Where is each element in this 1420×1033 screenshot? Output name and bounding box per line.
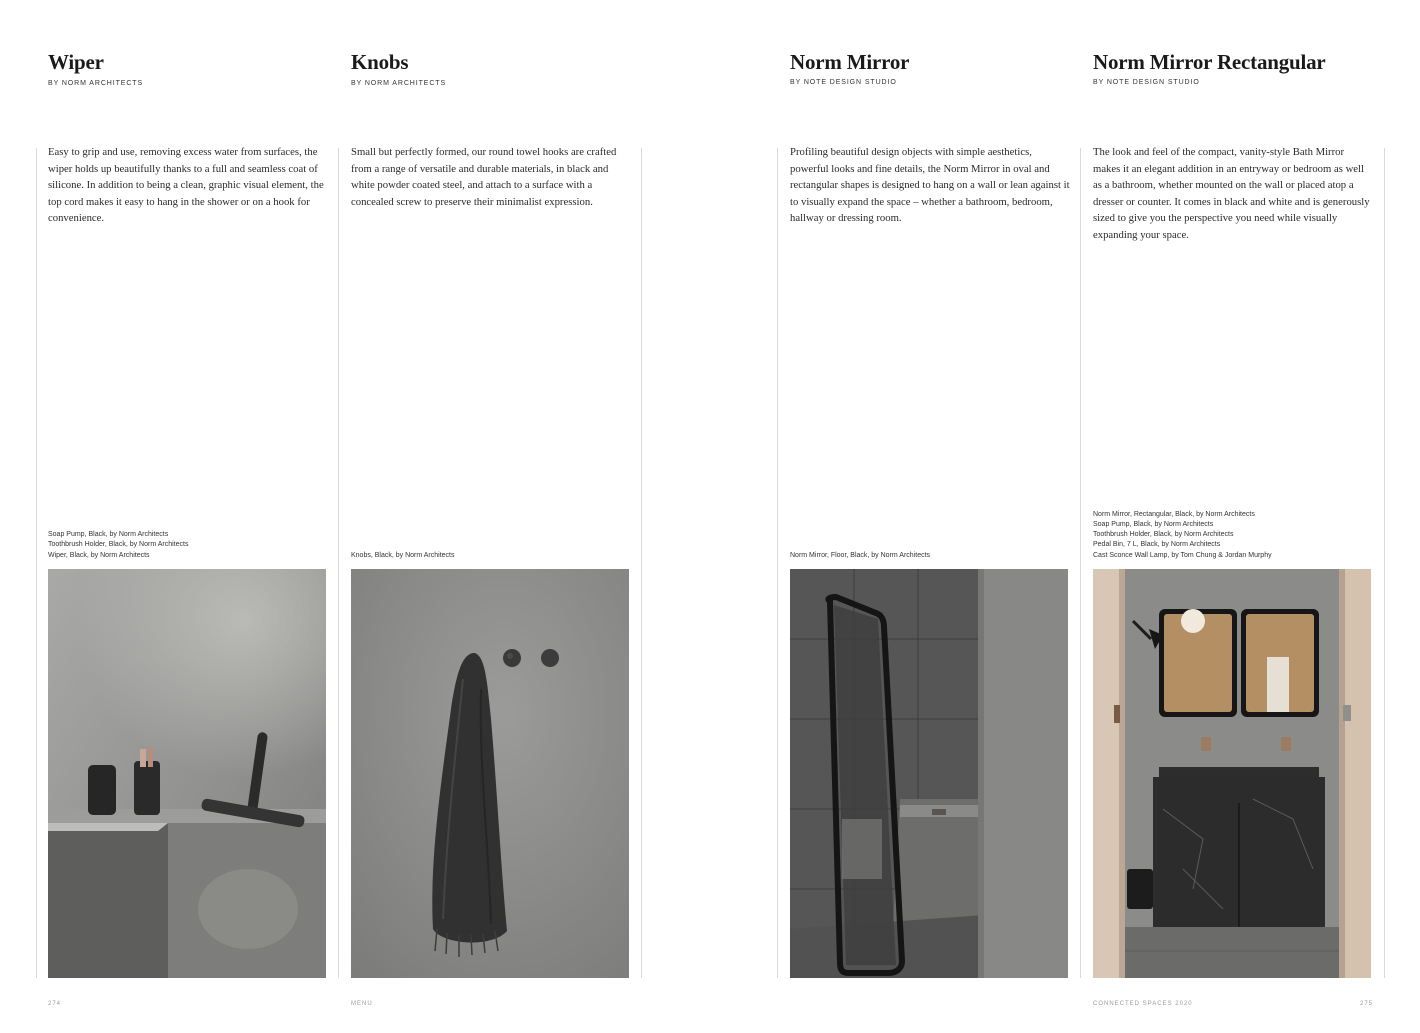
product-byline: BY NORM ARCHITECTS <box>48 80 144 87</box>
photo-credits <box>351 551 454 561</box>
credit-line: Wiper, Black, by Norm Architects <box>48 551 150 559</box>
product-byline: BY NOTE DESIGN STUDIO <box>1093 79 1200 86</box>
product-title: Norm Mirror <box>790 50 910 74</box>
credit-line: Norm Mirror, Rectangular, Black, by Norm Architects <box>1093 510 1255 518</box>
product-photo-wiper <box>48 569 326 978</box>
column-rule <box>1080 148 1081 978</box>
product-photo-norm-mirror <box>790 569 1068 978</box>
product-description: Profiling beautiful design objects with simple aesthetics, powerful looks and fine details, the Norm Mirror in oval and rectangular shapes is designed to hang on a wall or lean against it to visually expand the space – whether a bathroom, bedroom, hallway or dressing room. <box>790 146 1070 225</box>
product-description: The look and feel of the compact, vanity-style Bath Mirror makes it an elegant addition in an entryway or bedroom as well as a bathroom, whether mounted on the wall or placed atop a dresser or counter. It comes in black and white and is generously sized to give you the perspective you need while visually expanding your space. <box>1093 146 1370 241</box>
credit-line: Cast Sconce Wall Lamp, by Tom Chung & Jordan Murphy <box>1093 551 1272 559</box>
product-column-wiper <box>48 0 328 1033</box>
photo-credits <box>48 530 188 561</box>
column-rule <box>641 148 642 978</box>
product-title: Knobs <box>351 50 409 74</box>
credit-line: Soap Pump, Black, by Norm Architects <box>48 531 169 539</box>
product-column-norm-mirror-rectangular <box>1093 0 1375 1033</box>
product-description: Easy to grip and use, removing excess water from surfaces, the wiper holds up beautifully thanks to a full and seamless coat of silicone. In addition to being a clean, graphic visual element, the top cord makes it easy to hang in the shower or on a hook for convenience. <box>48 146 324 225</box>
photo-credits <box>1093 510 1272 561</box>
credit-line: Toothbrush Holder, Black, by Norm Architects <box>1093 531 1234 539</box>
product-column-knobs <box>351 0 631 1033</box>
column-rule <box>777 148 778 978</box>
column-rule <box>36 148 37 978</box>
product-photo-norm-mirror-rectangular <box>1093 569 1371 978</box>
product-column-norm-mirror <box>790 0 1072 1033</box>
product-byline: BY NOTE DESIGN STUDIO <box>790 79 897 86</box>
photo-credits <box>790 551 930 561</box>
column-rule <box>338 148 339 978</box>
credit-line: Knobs, Black, by Norm Architects <box>351 551 455 559</box>
running-footer: MENU <box>351 1001 373 1007</box>
page-number: 274 <box>48 1001 62 1007</box>
product-title: Wiper <box>48 50 104 74</box>
product-photo-knobs <box>351 569 629 978</box>
credit-line: Soap Pump, Black, by Norm Architects <box>1093 520 1214 528</box>
running-footer: CONNECTED SPACES 2020 <box>1093 1001 1193 1007</box>
credit-line: Pedal Bin, 7 L, Black, by Norm Architects <box>1093 541 1221 549</box>
product-title: Norm Mirror Rectangular <box>1093 50 1326 74</box>
credit-line: Norm Mirror, Floor, Black, by Norm Architects <box>790 551 931 559</box>
credit-line: Toothbrush Holder, Black, by Norm Architects <box>48 541 189 549</box>
column-rule <box>1384 148 1385 978</box>
product-byline: BY NORM ARCHITECTS <box>351 80 447 87</box>
product-description: Small but perfectly formed, our round towel hooks are crafted from a range of versatile and durable materials, in black and white powder coated steel, and attach to a surface with a concealed screw to preserve their minimalist expression. <box>351 146 617 208</box>
page-number: 275 <box>1360 1001 1374 1007</box>
